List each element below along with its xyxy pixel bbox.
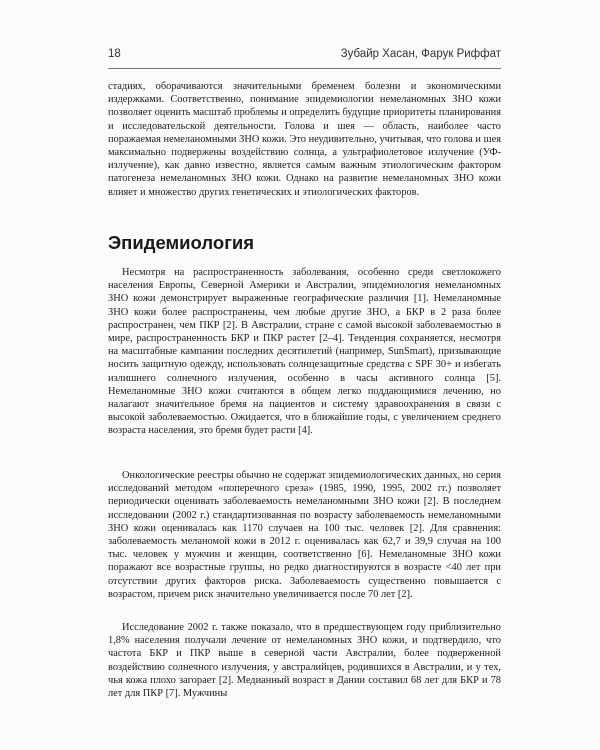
section-heading: Эпидемиология	[108, 232, 255, 253]
running-header	[108, 44, 501, 64]
paragraph-intro-continued: стадиях, оборачиваются значительными бременем болезни и экономическими издержками. Соответственно, понимание эпидемиологии немеланомных ЗНО кожи позволяет оценить масштаб проблемы и определить будущие приоритеты планирования и исследовательской деятельности. Голова и шея — область, наиболее часто поражаемая немеланомными ЗНО кожи. Это неудивительно, учитывая, что голова и шея максимально подвержены воздействию солнца, а ультрафиолетовое излучение (УФ-излучение), как давно известно, является самым важным этиологическим фактором патогенеза немеланомных ЗНО кожи. Однако на развитие немеланомных ЗНО кожи влияет и множество других генетических и этиологических факторов.	[108, 81, 501, 198]
paragraph-registries: Онкологические реестры обычно не содержат эпидемиологических данных, но серия исследований методом «поперечного среза» (1985, 1990, 1995, 2002 гг.) позволяет периодически оценивать заболеваемость немеланомными ЗНО кожи [2]. В последнем исследовании (2002 г.) стандартизованная по возрасту заболеваемость немеланомными ЗНО кожи оценивалась как 1170 случаев на 100 тыс. человек [2]. Для сравнения: заболеваемость меланомой кожи в 2012 г. оценивалась как 62,7 и 39,9 случая на 100 тыс. человек у мужчин и женщин, соответственно [6]. Немеланомные ЗНО кожи поражают все возрастные группы, но редко диагностируются в возрасте <40 лет при отсутствии других факторов риска. Заболеваемость существенно повышается с возрастом, причем риск значительно увеличивается после 70 лет [2].	[108, 470, 501, 600]
running-header-authors: Зубайр Хасан, Фарук Риффат	[340, 48, 501, 60]
page-number: 18	[108, 48, 121, 60]
paragraph-study-2002: Исследование 2002 г. также показало, что в предшествующем году приблизительно 1,8% населения получали лечение от немеланомных ЗНО кожи, и подтвердило, что частота БКР и ПКР выше в северной части Австралии, более подверженной воздействию солнечного излучения, у австралийцев, родившихся в Австралии, и у тех, чья кожа плохо загорает [2]. Медианный возраст в Дании составил 68 лет для БКР и 78 лет для ПКР [7]. Мужчины	[108, 622, 501, 700]
header-rule	[108, 68, 501, 69]
paragraph-prevalence: Несмотря на распространенность заболевания, особенно среди светлокожего населения Европы, Северной Америки и Австралии, эпидемиология немеланомных ЗНО кожи демонстрирует выраженные географические различия [1]. Немеланомные ЗНО кожи более распространены, чем любые другие ЗНО, а БКР в 2 раза более распространен, чем ПКР [2]. В Австралии, стране с самой высокой заболеваемостью в мире, распространенность БКР и ПКР растет [2–4]. Тенденция сохраняется, несмотря на масштабные кампании последних десятилетий (например, SunSmart), призывающие носить защитную одежду, использовать солнцезащитные средства с SPF 30+ и избегать излишнего солнечного излучения, особенно в часы активного солнца [5]. Немеланомные ЗНО кожи считаются в общем легко поддающимися лечению, но налагают значительное бремя на пациентов и систему здравоохранения в связи с высокой заболеваемостью. Ожидается, что в ближайшие годы, с увеличением среднего возраста населения, это бремя будет расти [4].	[108, 267, 501, 437]
